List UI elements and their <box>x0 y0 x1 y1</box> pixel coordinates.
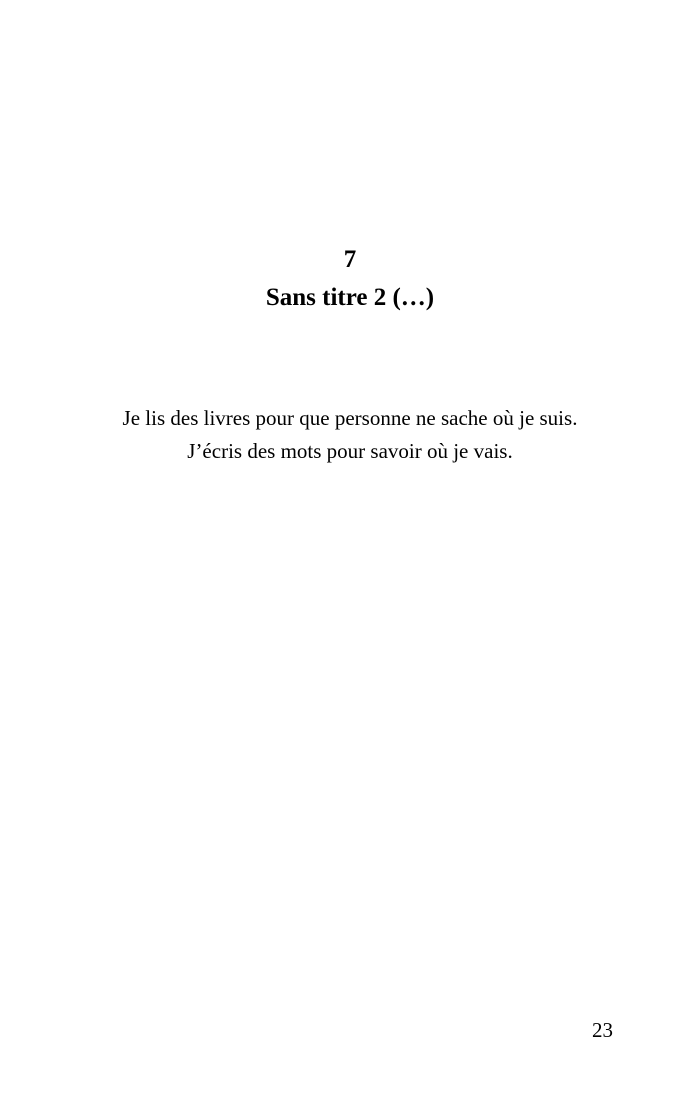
chapter-number: 7 <box>343 246 357 273</box>
poem-line: J’écris des mots pour savoir où je vais. <box>187 439 513 463</box>
poem-body <box>0 402 700 468</box>
page-number: 23 <box>592 1018 613 1042</box>
poem-line: Je lis des livres pour que personne ne sache où je suis. <box>122 406 578 430</box>
chapter-title: Sans titre 2 (…) <box>265 284 435 311</box>
